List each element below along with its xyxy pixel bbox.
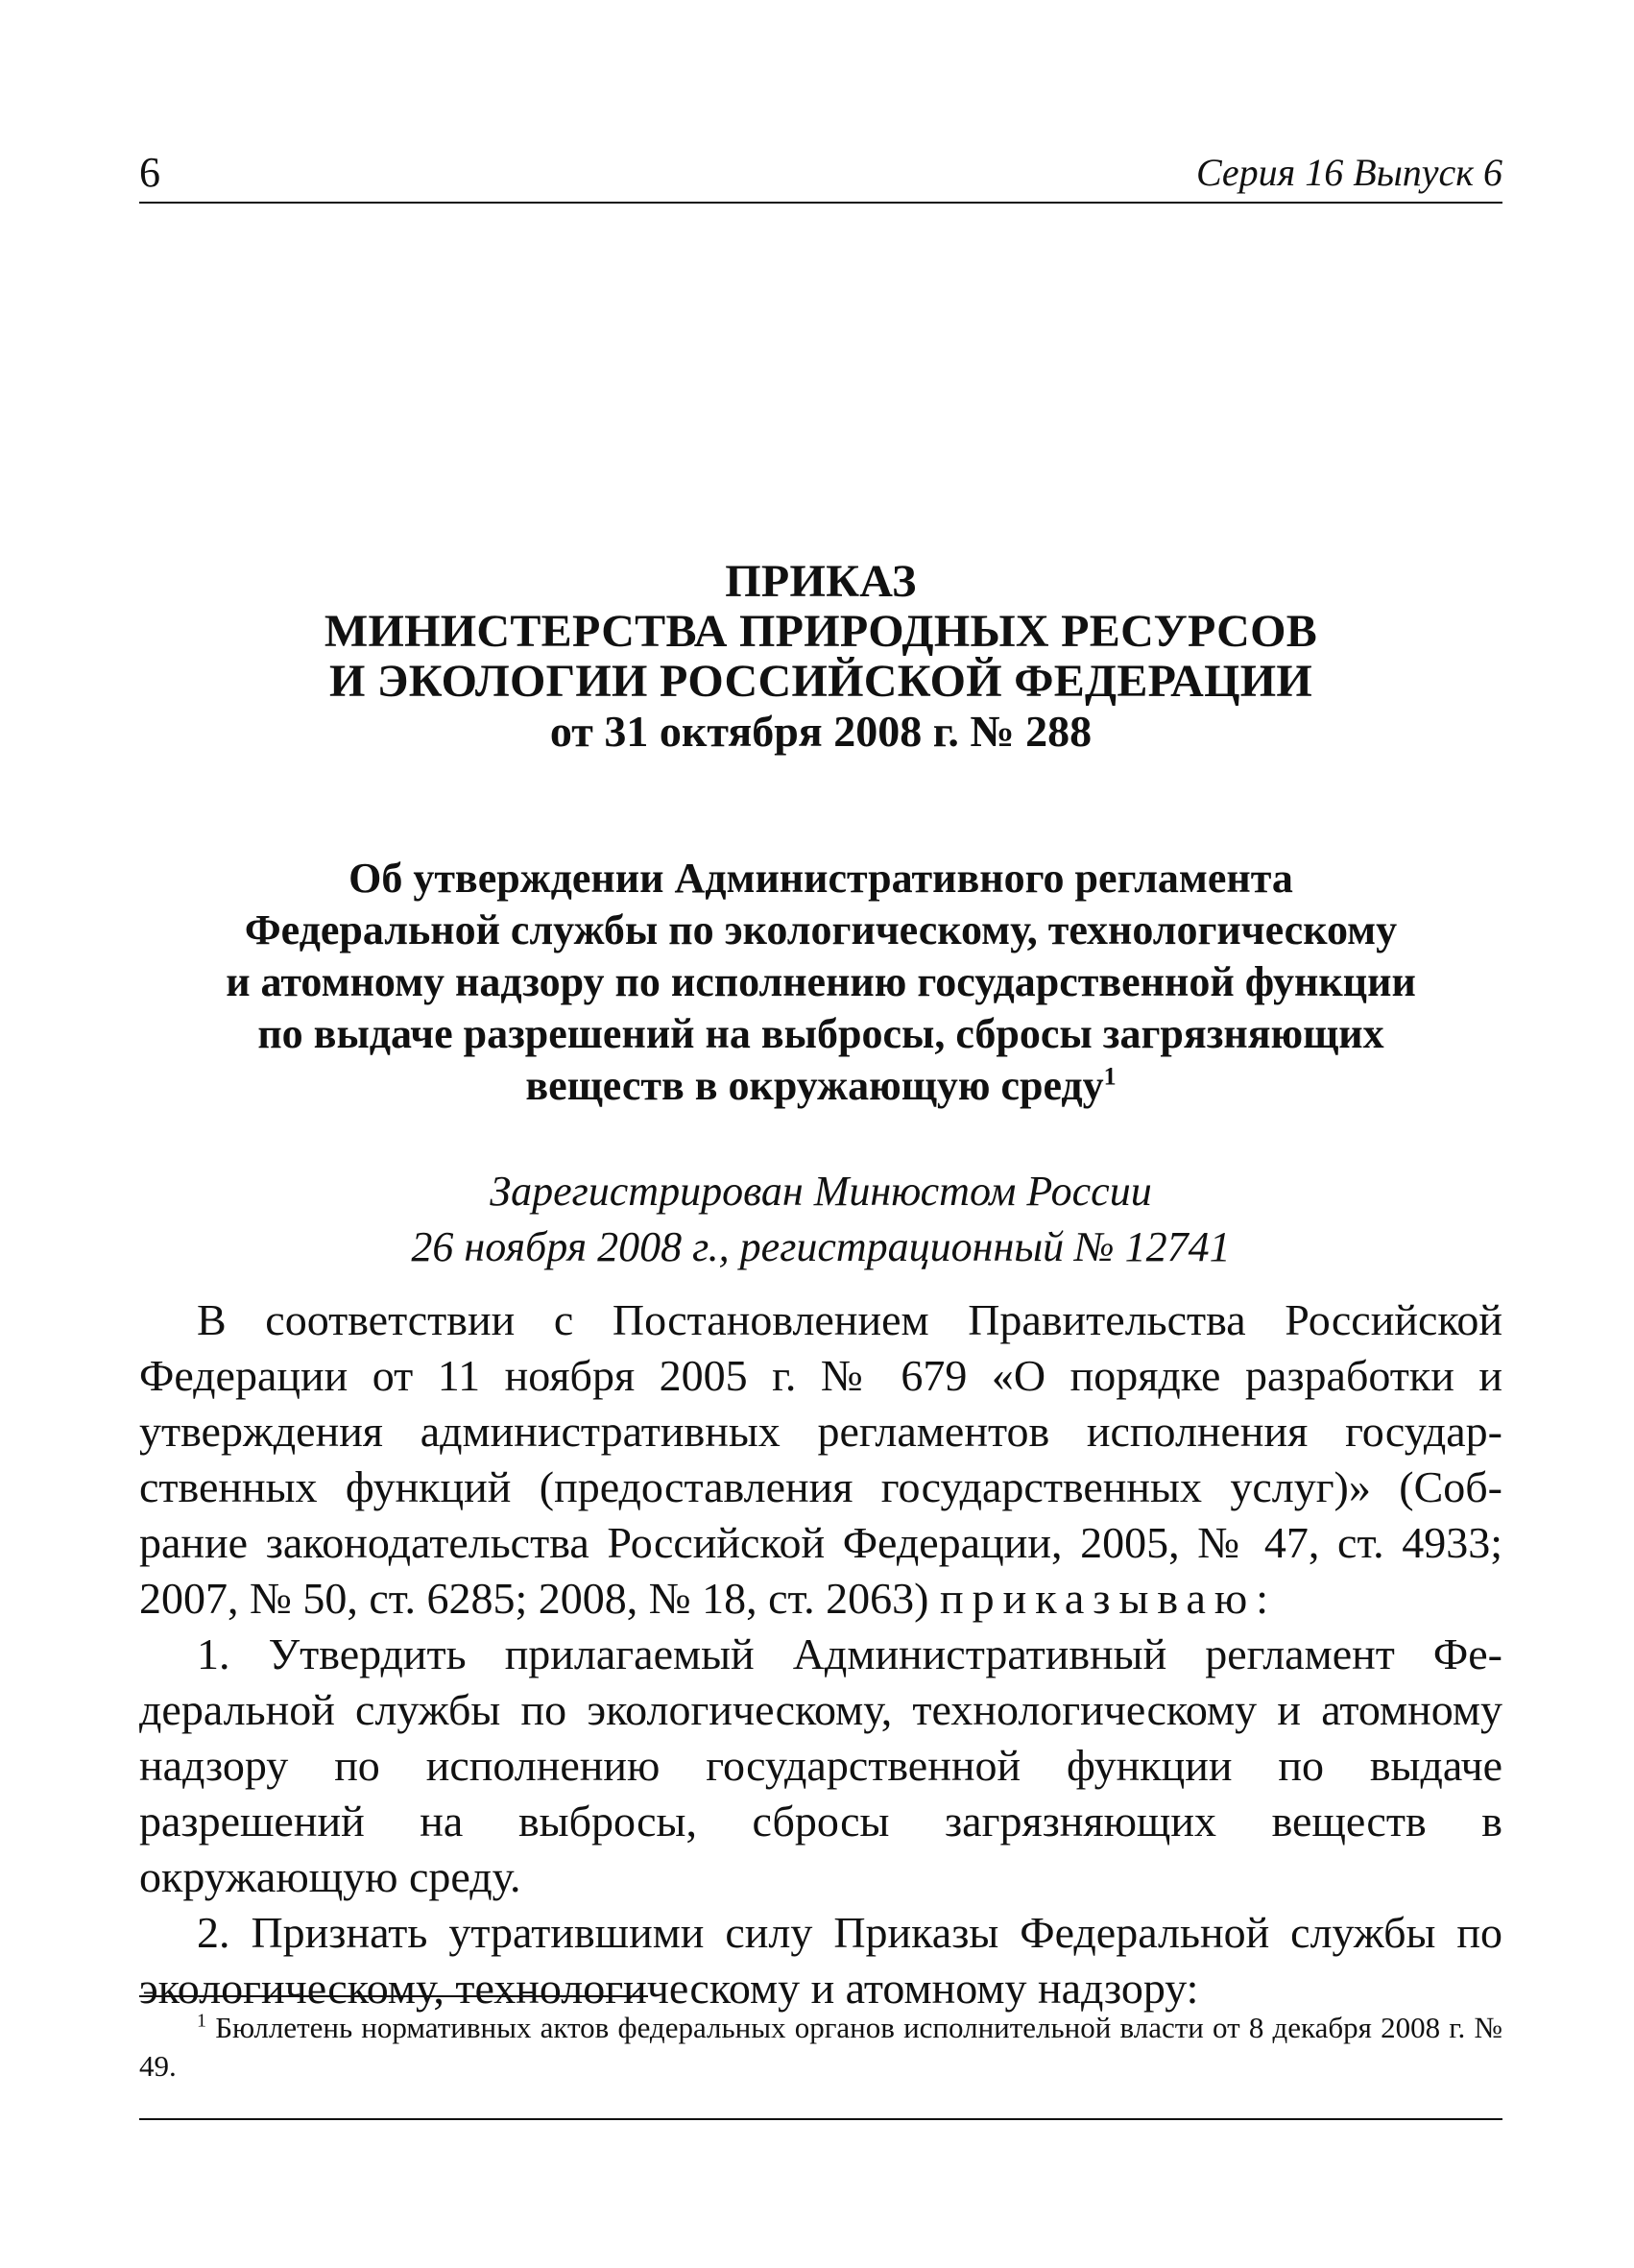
series-label: Серия 16 Выпуск 6: [1195, 151, 1502, 194]
title-line-2: МИНИСТЕРСТВА ПРИРОДНЫХ РЕСУРСОВ: [324, 606, 1318, 657]
item-1-paragraph: 1. Утвердить прилагаемый Административный регламент Федеральной службы по экологическому, технологическому и атомному надзору по исполнению государственной функции по выдаче разрешений на выбросы, сбросы загрязняющих веществ в окружающую среду.: [139, 1629, 1502, 1901]
item-2-paragraph: 2. Признать утратившими силу Приказы Федеральной службы по экологическому, технологическому и атомному надзору:: [139, 1908, 1502, 2013]
subject-line-5-text: веществ в окружающую среду: [525, 1062, 1104, 1109]
running-header: [139, 144, 1502, 204]
bottom-rule: [139, 2118, 1502, 2120]
page-number: 6: [139, 149, 160, 196]
footnote-paragraph: [139, 2009, 1502, 2086]
footnote-text: Бюллетень нормативных актов федеральных органов исполнительной власти от 8 декабря 2008 г. № 49.: [139, 2011, 1503, 2083]
document-title: [139, 557, 1502, 757]
registration-line-1: Зарегистрирован Минюстом России: [490, 1168, 1152, 1215]
title-line-3: И ЭКОЛОГИИ РОССИЙСКОЙ ФЕДЕРАЦИИ: [328, 656, 1313, 707]
registration-note: [139, 1164, 1502, 1275]
body-text: [139, 1292, 1502, 2016]
subject-line-4: по выдаче разрешений на выбросы, сбросы загрязняющих: [257, 1010, 1384, 1057]
subject-line-3: и атомному надзору по исполнению государственной функции: [226, 958, 1416, 1005]
preamble-paragraph: [139, 1292, 1502, 1627]
registration-line-2: 26 ноября 2008 г., регистрационный № 12741: [411, 1223, 1231, 1270]
footnote-separator: [139, 1995, 648, 1997]
footnote-mark: 1: [197, 2010, 206, 2032]
order-date: от 31 октября 2008 г. № 288: [549, 707, 1093, 756]
footnote: [139, 2009, 1502, 2086]
subject-line-5: [139, 1060, 1502, 1112]
subject-line-2: Федеральной службы по экологическому, технологическому: [244, 906, 1398, 953]
title-line-1: ПРИКАЗ: [725, 556, 917, 607]
subject-line-1: Об утверждении Административного регламента: [348, 855, 1293, 902]
order-subject: [139, 853, 1502, 1112]
preamble-text: В соответствии с Постановлением Правительства Российской Федерации от 11 ноября 2005 г. № 679 «О порядке разработки и утверждения административных регламентов исполнения государственных функций (предоставления государственных услуг)» (Собрание законодательства Российской Федерации, 2005, № 47, ст. 4933; 2007, № 50, ст. 6285; 2008, № 18, ст. 2063): [139, 1295, 1502, 1623]
order-word: приказываю:: [940, 1574, 1278, 1623]
footnote-reference: 1: [1103, 1062, 1117, 1091]
